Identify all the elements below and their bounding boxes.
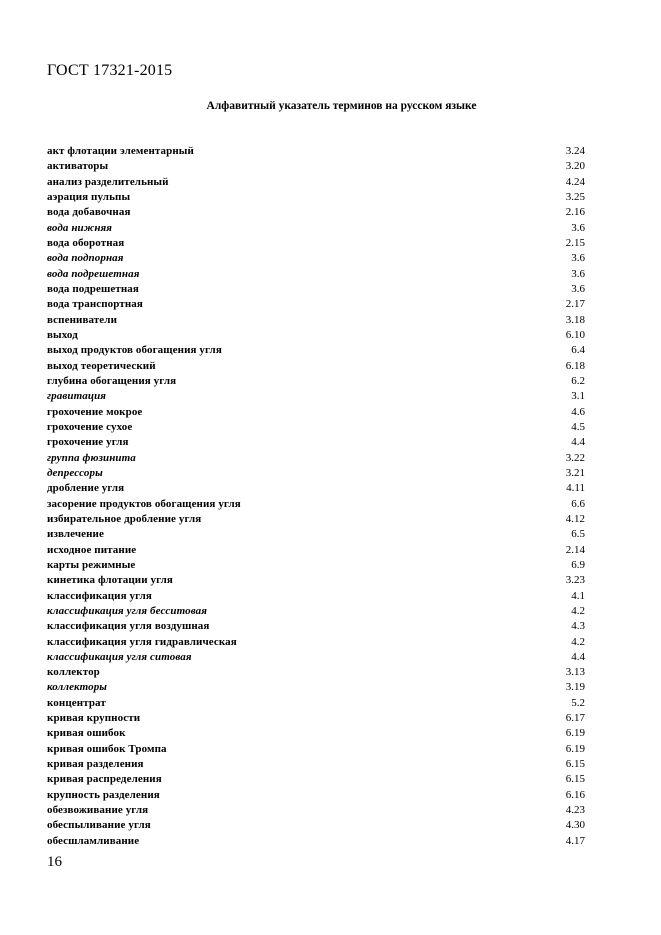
index-term: вода оборотная [47,236,125,249]
index-reference: 2.17 [565,298,585,311]
index-entry [47,205,585,220]
index-reference: 4.23 [565,804,585,817]
index-reference: 3.21 [565,466,585,479]
index-entry [47,527,585,542]
index-reference: 3.24 [565,145,585,157]
index-reference: 4.30 [565,819,585,832]
index-reference: 3.13 [565,666,585,679]
index-term: кривая ошибок Тромпа [47,742,167,755]
index-term: классификация угля бесситовая [47,604,208,617]
index-entry [47,680,585,695]
index-reference: 4.11 [566,482,585,495]
index-entry [47,481,585,496]
index-reference: 3.6 [571,252,585,265]
index-reference: 4.6 [571,405,585,418]
index-entry [47,573,585,588]
index-entry [47,696,585,711]
index-term: активаторы [47,160,109,173]
index-term: извлечение [47,528,104,541]
index-reference: 4.2 [571,635,585,648]
index-reference: 5.2 [571,696,585,709]
index-term: обезвоживание угля [47,804,149,817]
page-number: 16 [47,854,62,870]
index-reference: 6.10 [565,328,585,341]
index-term: классификация угля ситовая [47,650,192,663]
index-term: кривая крупности [47,712,141,725]
index-term: вспениватели [47,313,118,326]
index-entry [47,788,585,803]
index-title: Алфавитный указатель терминов на русском языке [206,100,477,112]
index-term: классификация угля воздушная [47,620,210,633]
index-entry [47,650,585,665]
index-term: кривая ошибок [47,727,126,740]
index-entry [47,742,585,757]
term-index-list [47,144,585,849]
index-entry [47,757,585,772]
index-term: акт флотации элементарный [47,145,194,157]
index-entry [47,144,585,159]
index-entry [47,589,585,604]
index-term: гравитация [47,390,107,403]
index-term: выход теоретический [47,359,156,372]
index-reference: 3.25 [565,190,585,203]
index-reference: 4.1 [571,589,585,602]
index-term: карты режимные [47,558,136,571]
index-reference: 6.6 [571,497,585,510]
index-term: коллектор [47,666,100,679]
index-term: концентрат [47,696,106,709]
index-entry [47,159,585,174]
index-entry [47,420,585,435]
index-entry [47,251,585,266]
index-reference: 6.9 [571,558,585,571]
index-term: грохочение мокрое [47,405,143,418]
index-reference: 3.23 [565,574,585,587]
index-entry [47,543,585,558]
index-entry [47,772,585,787]
index-term: вода добавочная [47,206,131,219]
index-reference: 4.5 [571,420,585,433]
index-term: выход [47,328,78,341]
index-entry [47,267,585,282]
index-entry [47,343,585,358]
index-term: вода транспортная [47,298,143,311]
index-term: дробление угля [47,482,125,495]
index-term: кинетика флотации угля [47,574,173,587]
index-reference: 4.2 [571,604,585,617]
index-reference: 6.19 [565,742,585,755]
index-entry [47,711,585,726]
index-term: аэрация пульпы [47,190,131,203]
index-reference: 4.4 [571,436,585,449]
index-reference: 3.22 [565,451,585,464]
index-entry [47,297,585,312]
index-reference: 6.5 [571,528,585,541]
index-reference: 3.6 [571,267,585,280]
index-reference: 2.14 [565,543,585,556]
index-reference: 6.19 [565,727,585,740]
index-entry [47,359,585,374]
document-designation: ГОСТ 17321-2015 [47,62,173,79]
index-entry [47,619,585,634]
index-entry [47,190,585,205]
index-reference: 3.19 [565,681,585,694]
index-entry [47,221,585,236]
index-entry [47,451,585,466]
index-term: вода подпорная [47,252,124,265]
index-term: засорение продуктов обогащения угля [47,497,241,510]
index-entry [47,282,585,297]
index-term: выход продуктов обогащения угля [47,344,222,357]
index-entry [47,313,585,328]
index-term: обесшламливание [47,834,140,847]
index-reference: 6.15 [565,758,585,771]
index-reference: 6.15 [565,773,585,786]
index-entry [47,604,585,619]
index-reference: 6.17 [565,712,585,725]
index-reference: 4.17 [565,834,585,847]
index-reference: 6.18 [565,359,585,372]
index-entry [47,726,585,741]
index-entry [47,374,585,389]
index-term: избирательное дробление угля [47,512,202,525]
index-term: кривая распределения [47,773,162,786]
index-reference: 3.18 [565,313,585,326]
index-reference: 3.20 [565,160,585,173]
index-term: вода нижняя [47,221,113,234]
index-entry [47,834,585,849]
index-term: вода подрешетная [47,282,139,295]
index-entry [47,512,585,527]
index-entry [47,818,585,833]
index-reference: 6.2 [571,374,585,387]
index-term: вода подрешетная [47,267,140,280]
index-reference: 4.4 [571,650,585,663]
index-term: грохочение сухое [47,420,133,433]
index-reference: 3.6 [571,282,585,295]
index-term: кривая разделения [47,758,144,771]
index-entry [47,389,585,404]
index-entry [47,466,585,481]
index-term: обеспыливание угля [47,819,151,832]
index-entry [47,803,585,818]
index-entry [47,328,585,343]
index-term: исходное питание [47,543,137,556]
index-term: классификация угля [47,589,152,602]
index-reference: 4.24 [565,175,585,188]
index-reference: 6.4 [571,344,585,357]
index-term: грохочение угля [47,436,129,449]
index-entry [47,497,585,512]
index-term: анализ разделительный [47,175,169,188]
index-term: депрессоры [47,466,103,479]
index-reference: 3.1 [571,390,585,403]
index-reference: 6.16 [565,788,585,801]
index-reference: 4.12 [565,512,585,525]
index-reference: 3.6 [571,221,585,234]
index-term: группа фюзинита [47,451,136,464]
index-term: крупность разделения [47,788,160,801]
index-entry [47,405,585,420]
index-reference: 4.3 [571,620,585,633]
index-reference: 2.16 [565,206,585,219]
index-entry [47,558,585,573]
index-reference: 2.15 [565,236,585,249]
index-entry [47,236,585,251]
index-entry [47,635,585,650]
index-term: классификация угля гидравлическая [47,635,237,648]
index-entry [47,665,585,680]
index-term: коллекторы [47,681,108,694]
index-entry [47,435,585,450]
index-entry [47,175,585,190]
index-term: глубина обогащения угля [47,374,177,387]
